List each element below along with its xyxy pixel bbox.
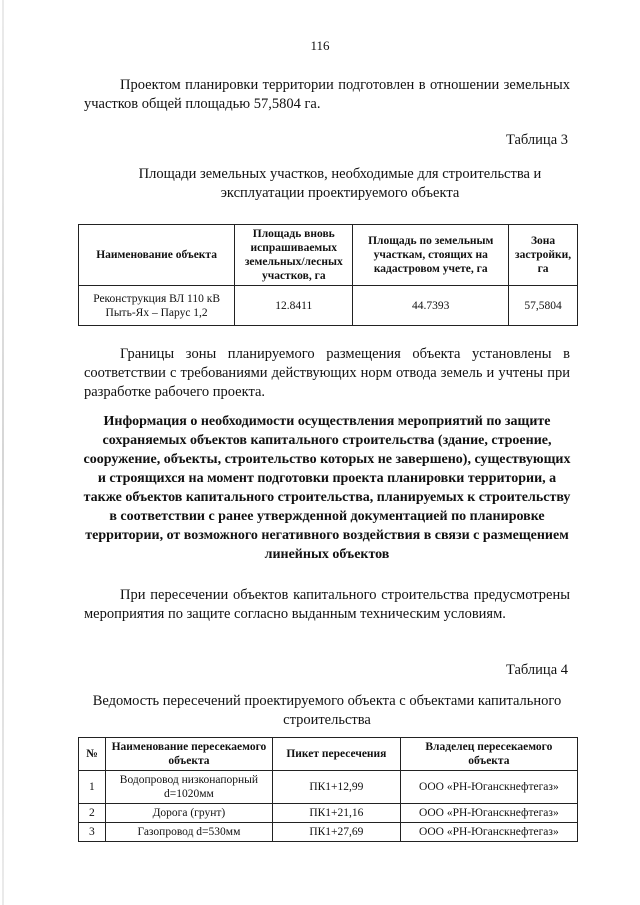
table-header-cell: Наименование объекта: [79, 225, 235, 286]
table-header-cell: Площадь вновь испрашиваемых земельных/лесных участков, га: [235, 225, 353, 286]
table-row: [79, 823, 578, 842]
table-header-row: [79, 738, 578, 771]
table-cell: 1: [79, 771, 106, 804]
scan-edge: [2, 0, 4, 905]
protection-heading: Информация о необходимости осуществления мероприятий по защите сохраняемых объектов капитального строительства (здание, строение, сооружение, объекты, строительство которых не завершено), существующих и строящихся на момент подготовки проекта планировки территории, а также объектов капитального строительства, планируемых к строительству в соответствии с ранее утвержденной документацией по планировке территории, от возможного негативного воздействия в связи с размещением линейных объектов: [83, 414, 571, 562]
table3-title: Площади земельных участков, необходимые для строительства и эксплуатации проектируемого объекта: [138, 166, 542, 201]
table-header-cell: Зона застройки, га: [509, 225, 578, 286]
table-row: [79, 286, 578, 326]
table4-label: Таблица 4: [505, 662, 568, 678]
table4: [78, 737, 578, 842]
table-cell: 3: [79, 823, 106, 842]
table4-title: Ведомость пересечений проектируемого объекта с объектами капитального строительства: [92, 693, 562, 728]
table-cell: ООО «РН-Юганскнефтегаз»: [400, 771, 577, 804]
table-cell: Газопровод d=530мм: [105, 823, 272, 842]
table-cell: 12.8411: [235, 286, 353, 326]
table-header-cell: Пикет пересечения: [273, 738, 401, 771]
table-header-cell: Наименование пересекаемого объекта: [105, 738, 272, 771]
intersection-paragraph: При пересечении объектов капитального строительства предусмотрены мероприятия по защите согласно выданным техническим условиям.: [84, 587, 570, 622]
table-cell: Дорога (грунт): [105, 804, 272, 823]
table-cell: ПК1+21,16: [273, 804, 401, 823]
table-header-cell: Владелец пересекаемого объекта: [400, 738, 577, 771]
table-cell: Водопровод низконапорный d=1020мм: [105, 771, 272, 804]
boundary-paragraph: Границы зоны планируемого размещения объекта установлены в соответствии с требованиями действующих норм отвода земель и учтены при разработке рабочего проекта.: [84, 346, 570, 400]
table-header-cell: Площадь по земельным участкам, стоящих на кадастровом учете, га: [353, 225, 509, 286]
table-cell: 2: [79, 804, 106, 823]
table-cell: ООО «РН-Юганскнефтегаз»: [400, 823, 577, 842]
table-header-cell: №: [79, 738, 106, 771]
table3: [78, 224, 578, 326]
table-cell: 44.7393: [353, 286, 509, 326]
table-row: [79, 771, 578, 804]
table-cell: ПК1+12,99: [273, 771, 401, 804]
page-number: 116: [310, 38, 330, 53]
intro-paragraph: Проектом планировки территории подготовлен в отношении земельных участков общей площадью 57,5804 га.: [84, 77, 570, 112]
table-cell: ПК1+27,69: [273, 823, 401, 842]
table3-label: Таблица 3: [505, 132, 568, 148]
table-row: [79, 804, 578, 823]
table-cell: 57,5804: [509, 286, 578, 326]
table-cell: Реконструкция ВЛ 110 кВ Пыть-Ях – Парус 1,2: [79, 286, 235, 326]
table-cell: ООО «РН-Юганскнефтегаз»: [400, 804, 577, 823]
table-header-row: [79, 225, 578, 286]
